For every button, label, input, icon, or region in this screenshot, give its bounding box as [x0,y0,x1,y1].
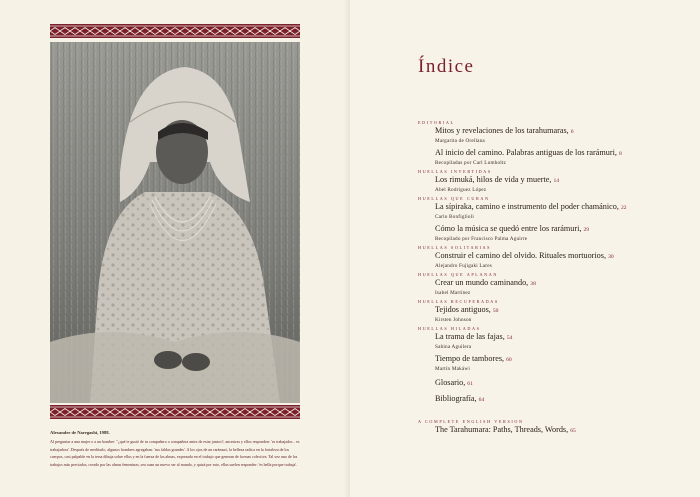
table-of-contents [418,118,680,436]
toc-entry[interactable] [418,278,680,297]
toc-entry-author: Kirsten Johnson [435,317,472,323]
toc-entry[interactable] [418,332,680,351]
toc-entry-title: Tiempo de tambores, [435,354,505,363]
photo-caption-text: Al preguntar a una mujer o a un hombre: "¿qué te gustó de tu compañero o compañera antes de estar juntos?, ancestras y ellos responden: 'es trabajador... es trabajadora'. Después de meditarlo, algunos hombres agregaban: 'sus faldas grandes'. A los ojos de un rarámuri, la belleza radica en la fortaleza de los cuerpos, casi palpable en la tersa dibuja sobre ellos y en la fuerza de las almas, expresada en el trabajo que generan de formas colectiva. Tal vez uno de los trabajos más preciados, creado por las almas femeninas, sea cuan un nuevo ser al mundo, y quizá por esto, ellas suelen responder: 'es bella porque trabaja'. [50,439,300,467]
toc-entry-author: Martín Makáwi [435,366,471,372]
toc-section-label: EDITORIAL [418,120,455,125]
toc-entry-page: 8 [618,151,622,157]
toc-entry-page: 54 [506,335,513,341]
toc-entry-page: 29 [583,227,590,233]
toc-entry-page: 60 [506,357,512,363]
toc-entry-title: Tejidos antiguos, [435,305,491,314]
toc-entry-title: Crear un mundo caminando, [435,278,529,287]
toc-section-label: A COMPLETE ENGLISH VERSION [418,419,524,424]
toc-entry[interactable] [418,202,680,221]
toc-entry-page: 61 [467,381,473,387]
toc-entry[interactable] [418,126,680,145]
toc-entry-title: The Tarahumara: Paths, Threads, Words, [435,425,569,434]
toc-entry-author: Margarita de Orellana [435,138,485,144]
toc-entry-title: Glosario, [435,378,466,387]
toc-entry[interactable] [418,378,680,389]
toc-entry-title: Los rimuká, hilos de vida y muerte, [435,175,552,184]
index-heading: Índice [418,56,475,77]
woman-portrait-photo [50,42,300,403]
toc-section-label: HUELLAS HILADAS [418,326,481,331]
top-textile-band [50,24,300,38]
toc-entry[interactable] [418,354,680,373]
toc-section-label: HUELLAS QUE APLANAN [418,272,498,277]
toc-entry-title: Construir el camino del olvido. Rituales mortuorios, [435,251,607,260]
toc-entry-page: 64 [478,397,485,403]
photo-caption-title: Alexander de Naregashi, 1988. [50,430,110,435]
toc-entry-author: Alejandro Fujigaki Lares [435,263,492,269]
toc-entry[interactable] [418,425,680,436]
toc-entry-page: 22 [620,205,627,211]
toc-entry-author: Abel Rodríguez López [435,187,487,193]
toc-entry-author: Recopiladas por Carl Lumholtz [435,160,507,166]
toc-entry-author: Recopilado por Francisco Palma Aguirre [435,236,528,242]
toc-entry[interactable] [418,394,680,405]
toc-entry-author: Isabel Martínez [435,290,471,296]
toc-section-label: HUELLAS INVERTIDAS [418,169,492,174]
toc-section-label: HUELLAS SOLITARIAS [418,245,492,250]
toc-entry-title: La sípiraka, camino e instrumento del poder chamánico, [435,202,619,211]
toc-entry-author: Carlo Bonfiglioli [435,214,474,220]
toc-entry[interactable] [418,175,680,194]
toc-entry[interactable] [418,148,680,167]
toc-entry-title: La trama de las fajas, [435,332,505,341]
toc-entry-title: Bibliografía, [435,394,477,403]
toc-entry-title: Mitos y revelaciones de los tarahumaras, [435,126,569,135]
toc-section-label: HUELLAS RECUPERADAS [418,299,499,304]
toc-section-label: HUELLAS QUE CURAN [418,196,490,201]
toc-entry-author: Sabina Aguilera [435,344,472,350]
bottom-textile-band [50,405,300,419]
toc-entry[interactable] [418,224,680,243]
toc-entry[interactable] [418,251,680,270]
toc-entry-page: 14 [553,178,560,184]
toc-entry-title: Al inicio del camino. Palabras antiguas de los rarámuri, [435,148,617,157]
toc-entry-page: 38 [530,281,536,287]
toc-entry-page: 65 [570,428,576,434]
toc-entry-page: 50 [492,308,499,314]
toc-entry-page: 6 [570,129,574,135]
toc-entry-title: Cómo la música se quedó entre los rarámuri, [435,224,582,233]
toc-entry-page: 30 [608,254,614,260]
toc-entry[interactable] [418,305,680,324]
